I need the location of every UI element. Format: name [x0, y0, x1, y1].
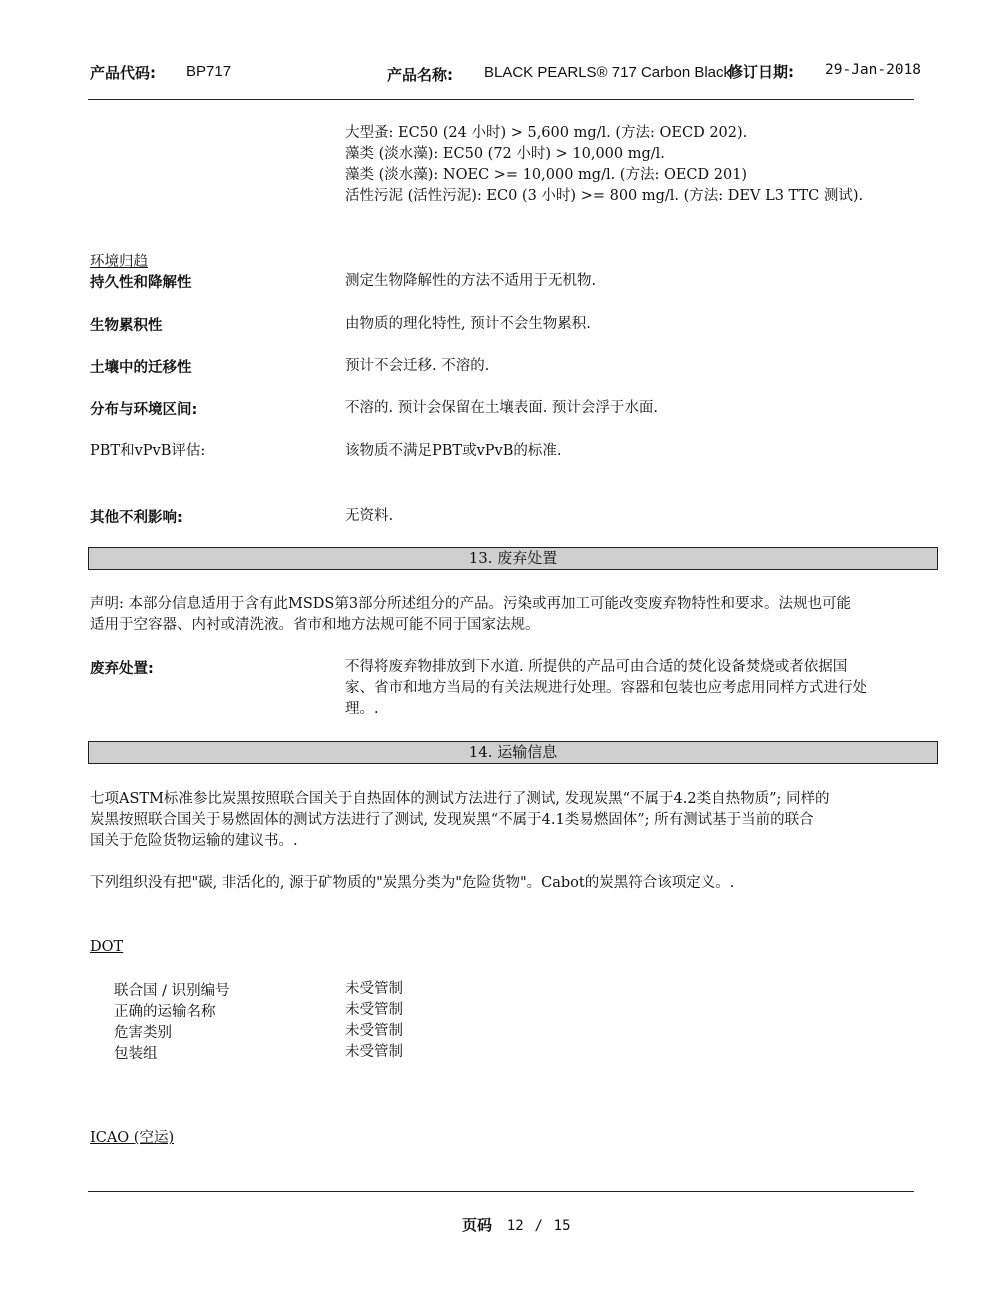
page-current: 12 [506, 1218, 524, 1234]
page-label: 页码 [462, 1216, 493, 1234]
env-row-label: PBT和vPvB评估: [90, 443, 206, 459]
env-row-value: 该物质不满足PBT或vPvB的标准. [345, 443, 562, 459]
env-row-label: 持久性和降解性 [90, 275, 192, 291]
env-row-label: 分布与环境区间: [90, 402, 198, 418]
disposal-statement: 声明: 本部分信息适用于含有此MSDS第3部分所述组分的产品。污染或再加工可能改变废弃物特性和要求。法规也可能 [90, 596, 852, 612]
toxicity-line: 大型蚤: EC50 (24 小时) > 5,600 mg/l. (方法: OECD 202). [345, 125, 748, 141]
env-row-value: 测定生物降解性的方法不适用于无机物. [345, 273, 597, 289]
environment-title: 环境归趋 [90, 254, 148, 270]
dot-row-value: 未受管制 [345, 981, 403, 997]
transport-paragraph: 七项ASTM标准参比炭黑按照联合国关于自热固体的测试方法进行了测试, 发现炭黑“不属于4.2类自热物质”; 同样的 [90, 791, 830, 807]
dot-row-value: 未受管制 [345, 1023, 403, 1039]
env-row-value: 不溶的. 预计会保留在土壤表面. 预计会浮于水面. [345, 400, 659, 416]
header-rule [88, 99, 914, 100]
product-name-label: 产品名称: [387, 66, 453, 84]
transport-paragraph: 国关于危险货物运输的建议书。. [90, 833, 298, 849]
section-14-header: 14. 运输信息 [88, 741, 938, 764]
page-separator: / [534, 1218, 543, 1234]
dot-row-label: 联合国 / 识别编号 [114, 983, 230, 999]
icao-title: ICAO (空运) [90, 1130, 175, 1146]
dot-title: DOT [90, 939, 124, 955]
transport-paragraph: 炭黑按照联合国关于易燃固体的测试方法进行了测试, 发现炭黑“不属于4.1类易燃固体”; 所有测试基于当前的联合 [90, 812, 814, 828]
dot-row-label: 包装组 [114, 1046, 158, 1062]
toxicity-line: 藻类 (淡水藻): EC50 (72 小时) > 10,000 mg/l. [345, 146, 665, 162]
product-code-label: 产品代码: [90, 64, 156, 82]
env-row-label: 生物累积性 [90, 318, 163, 334]
other-effects-value: 无资料. [345, 508, 394, 524]
section-13-header: 13. 废弃处置 [88, 547, 938, 570]
revision-date-value: 29-Jan-2018 [825, 62, 922, 78]
disposal-label: 废弃处置: [90, 661, 154, 677]
dot-row-label: 危害类别 [114, 1025, 172, 1041]
page-total: 15 [553, 1218, 571, 1234]
other-effects-label: 其他不利影响: [90, 510, 183, 526]
disposal-statement: 适用于空容器、内衬或清洗液。省市和地方法规可能不同于国家法规。 [90, 617, 540, 633]
disposal-text: 不得将废弃物排放到下水道. 所提供的产品可由合适的焚化设备焚烧或者依据国 [345, 659, 848, 675]
revision-date-label: 修订日期: [728, 63, 794, 81]
dot-row-value: 未受管制 [345, 1044, 403, 1060]
transport-note: 下列组织没有把"碳, 非活化的, 源于矿物质的"炭黑分类为"危险货物"。Cabot的炭黑符合该项定义。. [90, 875, 735, 891]
product-name-value: BLACK PEARLS® 717 Carbon Black [484, 64, 732, 81]
toxicity-line: 藻类 (淡水藻): NOEC >= 10,000 mg/l. (方法: OECD 201) [345, 167, 748, 183]
page-number [462, 1214, 571, 1235]
dot-row-value: 未受管制 [345, 1002, 403, 1018]
toxicity-line: 活性污泥 (活性污泥): EC0 (3 小时) >= 800 mg/l. (方法: DEV L3 TTC 测试). [345, 188, 864, 204]
env-row-value: 预计不会迁移. 不溶的. [345, 358, 490, 374]
disposal-text: 理。. [345, 701, 379, 717]
env-row-label: 土壤中的迁移性 [90, 360, 192, 376]
footer-rule [88, 1191, 914, 1192]
env-row-value: 由物质的理化特性, 预计不会生物累积. [345, 316, 591, 332]
disposal-text: 家、省市和地方当局的有关法规进行处理。容器和包装也应考虑用同样方式进行处 [345, 680, 867, 696]
product-code-value: BP717 [186, 63, 232, 80]
dot-row-label: 正确的运输名称 [114, 1004, 216, 1020]
